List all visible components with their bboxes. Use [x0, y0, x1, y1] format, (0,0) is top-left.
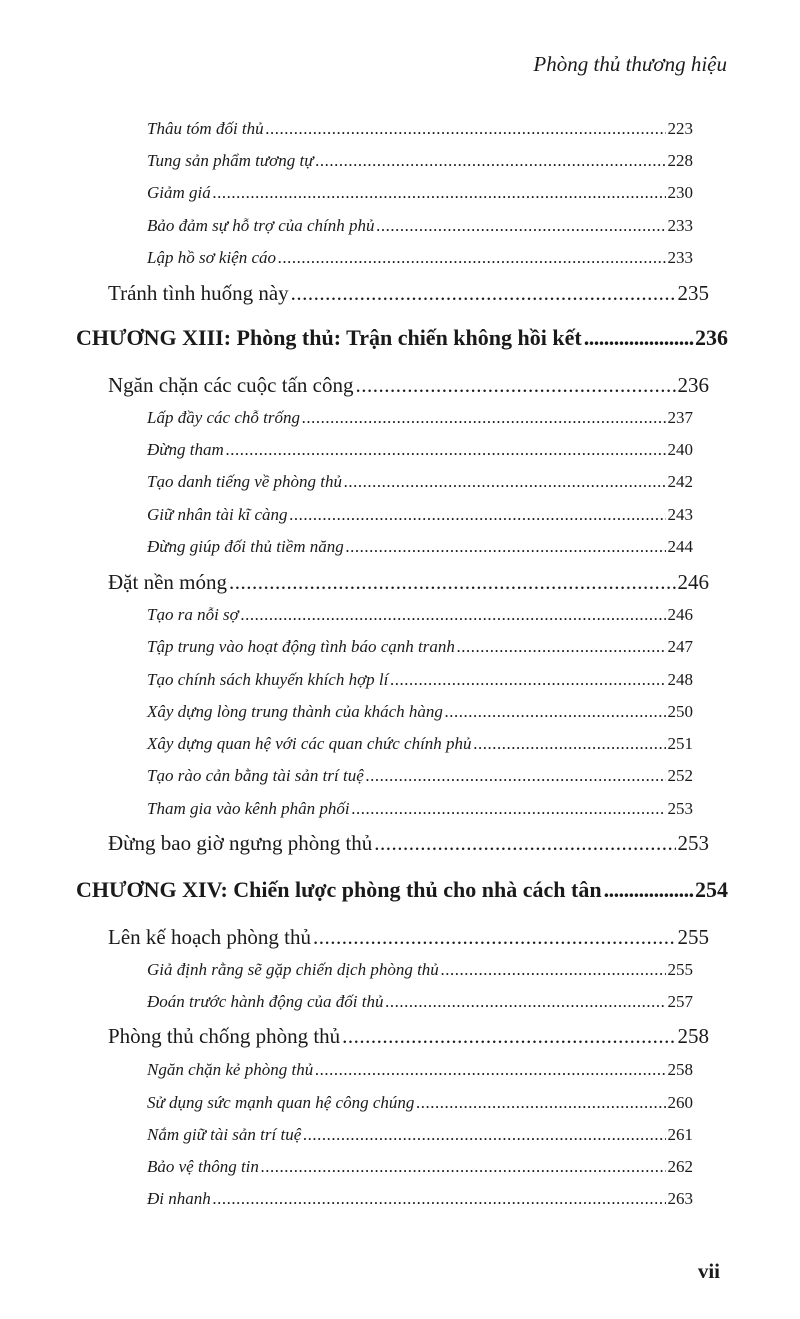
- toc-entry-title: Nắm giữ tài sản trí tuệ: [147, 1125, 302, 1144]
- toc-page-number: 252: [667, 766, 693, 785]
- dot-leader: [344, 470, 665, 494]
- dot-leader: [229, 568, 676, 596]
- toc-page-number: 228: [667, 151, 693, 170]
- toc-entry-title: Xây dựng lòng trung thành của khách hàng: [147, 702, 443, 721]
- toc-section: [108, 568, 709, 596]
- toc-entry-title: Đừng tham: [147, 440, 224, 459]
- dot-leader: [213, 1187, 666, 1211]
- dot-leader: [604, 875, 694, 905]
- toc-page-number: 257: [667, 992, 693, 1011]
- dot-leader: [584, 323, 694, 353]
- toc-subentry: [147, 958, 693, 982]
- toc-page-number: 251: [667, 734, 693, 753]
- toc-page-number: 240: [667, 440, 693, 459]
- toc-page-number: 253: [667, 799, 693, 818]
- toc-section: [108, 829, 709, 857]
- toc-entry-title: Thâu tóm đối thủ: [147, 119, 264, 138]
- dot-leader: [346, 535, 666, 559]
- toc-entry-title: Tạo chính sách khuyến khích hợp lí: [147, 670, 389, 689]
- toc-subentry: [147, 764, 693, 788]
- dot-leader: [416, 1091, 665, 1115]
- toc-entry-title: Đặt nền móng: [108, 570, 227, 594]
- toc-subentry: [147, 181, 693, 205]
- toc-page-number: 255: [667, 960, 693, 979]
- toc-entry-title: Ngăn chặn kẻ phòng thủ: [147, 1060, 314, 1079]
- toc-subentry: [147, 1187, 693, 1211]
- toc-subentry: [147, 797, 693, 821]
- toc-page-number: 261: [667, 1125, 693, 1144]
- toc-page-number: 250: [667, 702, 693, 721]
- toc-entry-title: Đừng giúp đối thủ tiềm năng: [147, 537, 344, 556]
- toc-subentry: [147, 668, 693, 692]
- toc-page-number: 262: [667, 1157, 693, 1176]
- toc-subentry: [147, 1091, 693, 1115]
- dot-leader: [342, 1022, 675, 1050]
- toc-subentry: [147, 438, 693, 462]
- toc-entry-title: CHƯƠNG XIV: Chiến lược phòng thủ cho nhà cách tân: [76, 877, 602, 902]
- toc-chapter: [76, 875, 728, 905]
- toc-subentry: [147, 406, 693, 430]
- toc-page-number: 242: [667, 472, 693, 491]
- dot-leader: [291, 279, 676, 307]
- toc-section: [108, 923, 709, 951]
- page-folio: vii: [697, 1259, 720, 1283]
- toc-subentry: [147, 700, 693, 724]
- toc-subentry: [147, 1123, 693, 1147]
- toc-section: [108, 279, 709, 307]
- dot-leader: [474, 732, 666, 756]
- toc-entry-title: Bảo đảm sự hỗ trợ của chính phủ: [147, 216, 375, 235]
- dot-leader: [315, 1058, 665, 1082]
- toc-page-number: 263: [667, 1189, 693, 1208]
- toc-entry-title: Tung sản phẩm tương tự: [147, 151, 314, 170]
- toc-entry-title: Lấp đầy các chỗ trống: [147, 408, 300, 427]
- toc-entry-title: Giữ nhân tài kĩ càng: [147, 505, 288, 524]
- toc-entry-title: Tránh tình huống này: [108, 281, 289, 305]
- toc-page-number: 237: [667, 408, 693, 427]
- toc-subentry: [147, 117, 693, 141]
- dot-leader: [226, 438, 666, 462]
- dot-leader: [355, 371, 675, 399]
- toc-chapter: [76, 323, 728, 353]
- toc-page-number: 253: [677, 831, 709, 855]
- dot-leader: [278, 246, 665, 270]
- toc-page-number: 243: [667, 505, 693, 524]
- toc-entry-title: Giả định rằng sẽ gặp chiến dịch phòng thủ: [147, 960, 439, 979]
- toc-entry-title: Tham gia vào kênh phân phối: [147, 799, 350, 818]
- toc-page-number: 244: [667, 537, 693, 556]
- toc-page-number: 223: [667, 119, 693, 138]
- dot-leader: [303, 1123, 665, 1147]
- toc-page-number: 247: [667, 637, 693, 656]
- dot-leader: [386, 990, 666, 1014]
- toc-subentry: [147, 603, 693, 627]
- dot-leader: [352, 797, 666, 821]
- toc-page-number: 254: [695, 877, 728, 902]
- toc-subentry: [147, 1155, 693, 1179]
- dot-leader: [315, 149, 665, 173]
- toc-subentry: [147, 732, 693, 756]
- dot-leader: [266, 117, 666, 141]
- dot-leader: [213, 181, 666, 205]
- toc-entry-title: Tạo danh tiếng về phòng thủ: [147, 472, 343, 491]
- dot-leader: [290, 503, 666, 527]
- dot-leader: [313, 923, 676, 951]
- toc-entry-title: Đừng bao giờ ngưng phòng thủ: [108, 831, 373, 855]
- toc-page-number: 233: [667, 248, 693, 267]
- toc-entry-title: Tập trung vào hoạt động tình báo cạnh tranh: [147, 637, 455, 656]
- dot-leader: [377, 214, 666, 238]
- toc-entry-title: Giảm giá: [147, 183, 211, 202]
- toc-entry-title: Đi nhanh: [147, 1189, 211, 1208]
- toc-page-number: 258: [667, 1060, 693, 1079]
- toc-subentry: [147, 470, 693, 494]
- toc-entry-title: Tạo rào cản bằng tài sản trí tuệ: [147, 766, 364, 785]
- toc-subentry: [147, 149, 693, 173]
- toc-subentry: [147, 214, 693, 238]
- toc-page-number: 260: [667, 1093, 693, 1112]
- toc-page-number: 246: [677, 570, 709, 594]
- toc-entry-title: Bảo vệ thông tin: [147, 1157, 259, 1176]
- toc-page-number: 255: [677, 925, 709, 949]
- toc-entry-title: Ngăn chặn các cuộc tấn công: [108, 373, 354, 397]
- dot-leader: [374, 829, 675, 857]
- dot-leader: [441, 958, 666, 982]
- toc-page-number: 233: [667, 216, 693, 235]
- toc-entry-title: Xây dựng quan hệ với các quan chức chính phủ: [147, 734, 472, 753]
- dot-leader: [390, 668, 665, 692]
- toc-entry-title: CHƯƠNG XIII: Phòng thủ: Trận chiến không hồi kết: [76, 325, 582, 350]
- dot-leader: [445, 700, 666, 724]
- toc-page-number: 258: [677, 1024, 709, 1048]
- toc-section: [108, 1022, 709, 1050]
- toc-page-number: 236: [677, 373, 709, 397]
- toc-subentry: [147, 990, 693, 1014]
- toc-entry-title: Lên kế hoạch phòng thủ: [108, 925, 311, 949]
- toc-subentry: [147, 246, 693, 270]
- dot-leader: [302, 406, 666, 430]
- dot-leader: [457, 635, 666, 659]
- toc-subentry: [147, 635, 693, 659]
- dot-leader: [261, 1155, 666, 1179]
- toc-entry-title: Phòng thủ chống phòng thủ: [108, 1024, 341, 1048]
- toc-section: [108, 371, 709, 399]
- toc-page-number: 235: [677, 281, 709, 305]
- toc-entry-title: Lập hồ sơ kiện cáo: [147, 248, 277, 267]
- running-header: Phòng thủ thương hiệu: [533, 52, 727, 76]
- toc-page-number: 248: [667, 670, 693, 689]
- toc-subentry: [147, 1058, 693, 1082]
- toc-entry-title: Đoán trước hành động của đối thủ: [147, 992, 384, 1011]
- toc-entry-title: Tạo ra nỗi sợ: [147, 605, 239, 624]
- toc-subentry: [147, 503, 693, 527]
- toc-page-number: 246: [667, 605, 693, 624]
- toc-entry-title: Sử dụng sức mạnh quan hệ công chúng: [147, 1093, 415, 1112]
- toc-page-number: 230: [667, 183, 693, 202]
- toc-subentry: [147, 535, 693, 559]
- dot-leader: [241, 603, 666, 627]
- toc-page-number: 236: [695, 325, 728, 350]
- dot-leader: [366, 764, 666, 788]
